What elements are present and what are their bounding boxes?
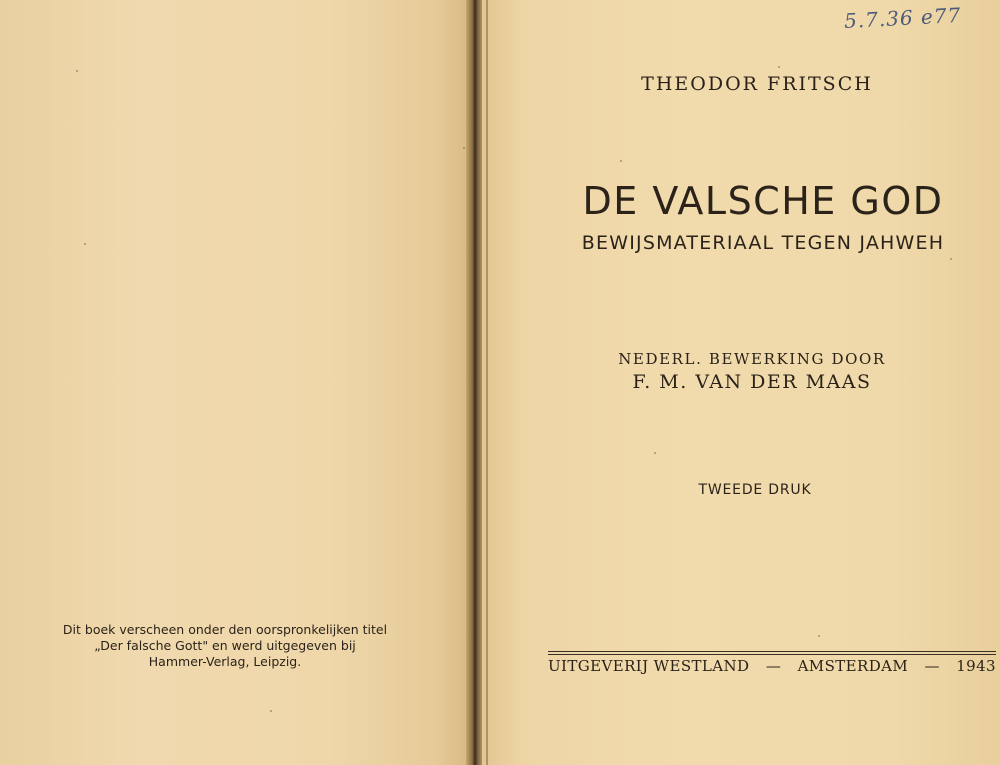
paper-speck bbox=[620, 160, 622, 162]
paper-speck bbox=[76, 70, 78, 72]
left-page bbox=[0, 0, 468, 765]
note-line: Hammer-Verlag, Leipzig. bbox=[148, 654, 302, 669]
author-name: THEODOR FRITSCH bbox=[641, 73, 873, 95]
publisher-imprint bbox=[548, 657, 996, 675]
imprint-rule bbox=[548, 654, 996, 655]
paper-speck bbox=[818, 635, 820, 637]
edition-label: TWEEDE DRUK bbox=[698, 482, 812, 498]
handwritten-shelfmark: 5.7.36 e77 bbox=[843, 2, 962, 34]
note-line: Dit boek verscheen onder den oorspronkelijken titel bbox=[62, 622, 388, 637]
imprint-dash: — bbox=[765, 657, 782, 675]
book-subtitle: BEWIJSMATERIAAL TEGEN JAHWEH bbox=[581, 232, 945, 254]
publisher-name: UITGEVERIJ WESTLAND bbox=[548, 657, 750, 675]
paper-speck bbox=[463, 147, 465, 149]
imprint-rule bbox=[548, 651, 996, 652]
publisher-city: AMSTERDAM bbox=[797, 657, 909, 675]
adapter-name: F. M. VAN DER MAAS bbox=[632, 371, 872, 393]
imprint-dash: — bbox=[924, 657, 940, 675]
book-title: DE VALSCHE GOD bbox=[582, 179, 944, 223]
publication-year: 1943 bbox=[956, 657, 996, 675]
note-line: „Der falsche Gott" en werd uitgegeven bij bbox=[94, 638, 356, 653]
paper-speck bbox=[654, 452, 656, 454]
paper-speck bbox=[778, 66, 780, 68]
title-page bbox=[482, 0, 1000, 765]
paper-speck bbox=[84, 243, 86, 245]
original-title-note bbox=[30, 622, 420, 670]
adaptation-label: NEDERL. BEWERKING DOOR bbox=[618, 350, 886, 368]
paper-speck bbox=[270, 710, 272, 712]
paper-speck bbox=[950, 258, 952, 260]
